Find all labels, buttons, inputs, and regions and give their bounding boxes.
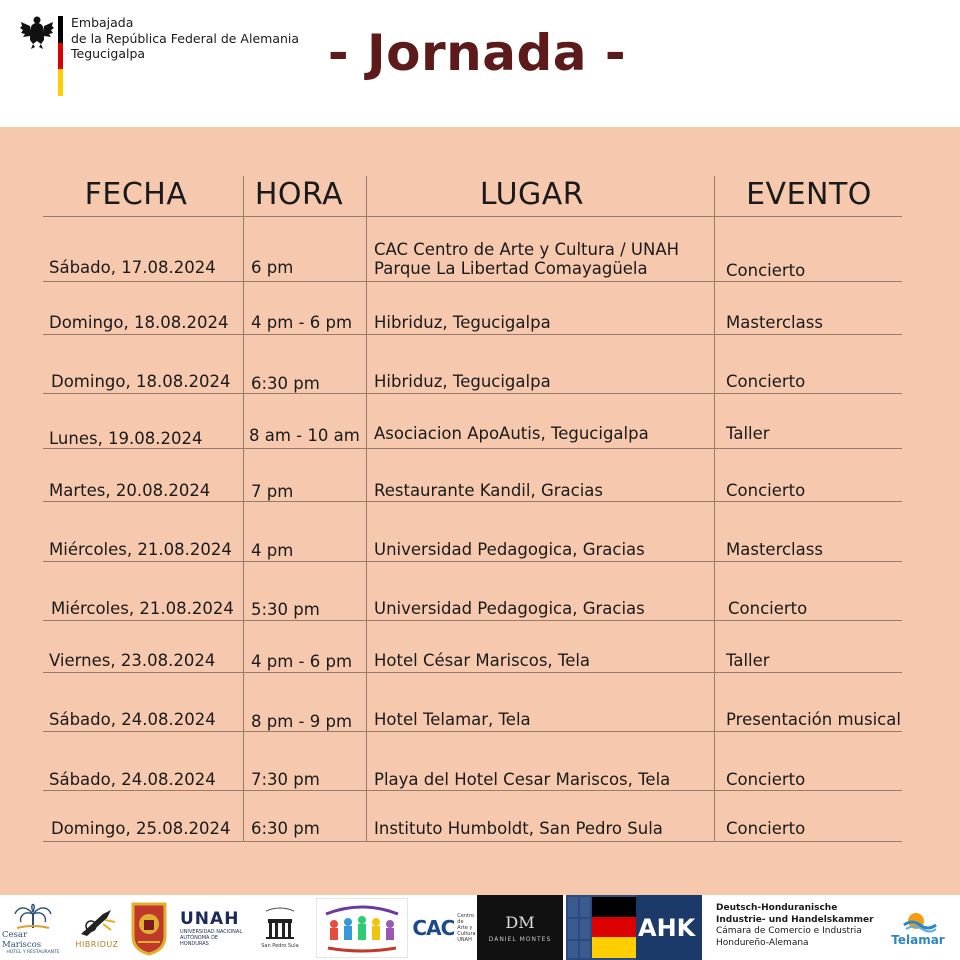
children-group-logo xyxy=(314,895,410,960)
row-divider xyxy=(43,672,902,673)
cac-logo xyxy=(414,895,474,960)
row-divider xyxy=(43,334,902,335)
ahk-line-4: Hondureño-Alemana xyxy=(716,937,809,948)
humboldt-sub: San Pedro Sula xyxy=(261,942,299,949)
ahk-text xyxy=(716,903,874,949)
cell-evento: Concierto xyxy=(726,819,806,838)
embassy-line-3: Tegucigalpa xyxy=(71,46,146,61)
cell-hora: 7:30 pm xyxy=(251,770,320,789)
cell-fecha: Domingo, 25.08.2024 xyxy=(51,819,231,838)
hibriduz-logo xyxy=(68,895,126,960)
header xyxy=(0,0,960,127)
cell-hora: 6:30 pm xyxy=(251,819,320,838)
people-group-icon xyxy=(316,898,408,958)
ahk-line-3: Cámara de Comercio e Industria xyxy=(716,926,862,936)
cell-hora: 4 pm xyxy=(251,541,294,560)
cell-evento: Concierto xyxy=(726,481,806,500)
cac-name: CAC xyxy=(412,915,455,940)
brandenburg-gate-icon xyxy=(260,907,300,943)
telamar-name: Telamar xyxy=(891,932,945,947)
column-divider xyxy=(366,176,367,841)
embassy-line-1: Embajada xyxy=(71,15,134,30)
cell-hora: 4 pm - 6 pm xyxy=(251,313,353,332)
cell-evento: Taller xyxy=(726,651,770,670)
cell-hora: 6 pm xyxy=(251,258,294,277)
cac-sub-1: Centro de Arte y xyxy=(457,912,474,931)
telamar-logo xyxy=(880,895,956,960)
cell-hora: 5:30 pm xyxy=(251,600,320,619)
cell-lugar-line-1: CAC Centro de Arte y Cultura / UNAH xyxy=(374,240,680,259)
row-divider xyxy=(43,281,902,282)
cell-lugar-line-1: Hibriduz, Tegucigalpa xyxy=(374,372,551,391)
row-divider xyxy=(43,216,902,217)
cell-lugar xyxy=(374,481,603,500)
cell-evento: Concierto xyxy=(726,261,806,280)
cell-lugar-line-1: Playa del Hotel Cesar Mariscos, Tela xyxy=(374,770,671,789)
cell-lugar xyxy=(374,372,551,391)
row-divider xyxy=(43,448,902,449)
ahk-logo xyxy=(566,895,702,960)
cell-evento: Taller xyxy=(726,424,770,443)
column-header-fecha: FECHA xyxy=(84,176,188,212)
column-header-hora: HORA xyxy=(254,176,344,212)
cell-lugar xyxy=(374,540,645,559)
daniel-montes-name: DANIEL MONTES xyxy=(488,935,552,943)
unah-sub-2: AUTÓNOMA DE HONDURAS xyxy=(180,934,219,947)
ahk-flag-grid-icon xyxy=(566,895,636,960)
ahk-line-2: Industrie- und Handelskammer xyxy=(716,914,874,925)
cell-evento: Masterclass xyxy=(726,313,823,332)
row-divider xyxy=(43,501,902,502)
cell-fecha: Domingo, 18.08.2024 xyxy=(49,313,229,332)
cell-evento: Concierto xyxy=(726,770,806,789)
row-divider xyxy=(43,790,902,791)
cell-lugar-line-1: Hotel Telamar, Tela xyxy=(374,710,531,729)
row-divider xyxy=(43,561,902,562)
cell-hora: 6:30 pm xyxy=(251,374,320,393)
cell-evento: Concierto xyxy=(728,599,808,618)
ahk-name: AHK xyxy=(638,913,696,942)
cell-lugar-line-1: Restaurante Kandil, Gracias xyxy=(374,481,604,500)
cell-lugar xyxy=(374,240,679,278)
cell-lugar-line-1: Instituto Humboldt, San Pedro Sula xyxy=(374,819,663,838)
cell-evento: Concierto xyxy=(726,372,806,391)
dm-monogram: DM xyxy=(505,912,535,932)
cell-lugar xyxy=(374,710,531,729)
cell-fecha: Sábado, 17.08.2024 xyxy=(49,258,216,277)
cell-lugar-line-1: Hibriduz, Tegucigalpa xyxy=(374,313,551,332)
cell-fecha: Sábado, 24.08.2024 xyxy=(49,770,216,789)
trumpet-icon xyxy=(77,906,117,940)
cell-lugar-line-1: Hotel César Mariscos, Tela xyxy=(374,651,591,670)
cell-lugar-line-2: Parque La Libertad Comayagüela xyxy=(374,259,648,278)
cell-fecha: Lunes, 19.08.2024 xyxy=(49,429,203,448)
unah-name: UNAH xyxy=(180,908,240,929)
humboldt-logo xyxy=(250,895,310,960)
cell-fecha: Miércoles, 21.08.2024 xyxy=(49,540,232,559)
row-divider xyxy=(43,393,902,394)
cell-hora: 8 am - 10 am xyxy=(249,426,360,445)
column-header-evento: EVENTO xyxy=(746,176,872,212)
cell-lugar xyxy=(374,599,645,618)
cell-lugar-line-1: Asociacion ApoAutis, Tegucigalpa xyxy=(374,424,649,443)
cell-fecha: Viernes, 23.08.2024 xyxy=(49,651,216,670)
cell-hora: 8 pm - 9 pm xyxy=(251,712,353,731)
column-divider xyxy=(243,176,244,841)
cell-lugar xyxy=(374,819,663,838)
shield-seal-icon xyxy=(130,900,168,956)
cell-hora: 7 pm xyxy=(251,482,294,501)
column-divider xyxy=(714,176,715,841)
daniel-montes-logo xyxy=(477,895,563,960)
cell-evento: Masterclass xyxy=(726,540,823,559)
row-divider xyxy=(43,731,902,732)
cesar-mariscos-logo xyxy=(2,895,64,960)
row-divider xyxy=(43,841,902,842)
cell-lugar-line-1: Universidad Pedagogica, Gracias xyxy=(374,599,645,618)
unah-logo xyxy=(176,895,246,960)
tree-icon xyxy=(13,900,53,930)
sun-wave-icon xyxy=(898,909,938,933)
cell-lugar xyxy=(374,424,649,443)
cell-lugar xyxy=(374,313,551,332)
seal-logo xyxy=(128,895,170,960)
cell-lugar-line-1: Universidad Pedagogica, Gracias xyxy=(374,540,645,559)
cell-hora: 4 pm - 6 pm xyxy=(251,652,353,671)
cell-lugar xyxy=(374,770,670,789)
sponsor-footer xyxy=(0,895,960,960)
cesar-mariscos-sub: HOTEL Y RESTAURANTE xyxy=(6,950,60,955)
cell-lugar xyxy=(374,651,590,670)
cac-sub-2: Cultura UNAH xyxy=(457,930,476,943)
cell-fecha: Martes, 20.08.2024 xyxy=(49,481,211,500)
cell-fecha: Sábado, 24.08.2024 xyxy=(49,710,216,729)
embassy-line-2: de la República Federal de Alemania xyxy=(71,30,300,46)
hibriduz-name: HIBRIDUZ xyxy=(75,940,119,949)
cell-fecha: Miércoles, 21.08.2024 xyxy=(51,599,234,618)
cell-fecha: Domingo, 18.08.2024 xyxy=(51,372,231,391)
column-header-lugar: LUGAR xyxy=(479,176,585,212)
unah-sub-1: UNIVERSIDAD NACIONAL xyxy=(180,928,243,935)
cell-evento: Presentación musical xyxy=(726,710,901,729)
page-title: - Jornada - xyxy=(327,24,627,82)
cesar-mariscos-name: Cesar Mariscos xyxy=(2,930,42,950)
row-divider xyxy=(43,620,902,621)
ahk-line-1: Deutsch-Honduranische xyxy=(716,903,838,913)
